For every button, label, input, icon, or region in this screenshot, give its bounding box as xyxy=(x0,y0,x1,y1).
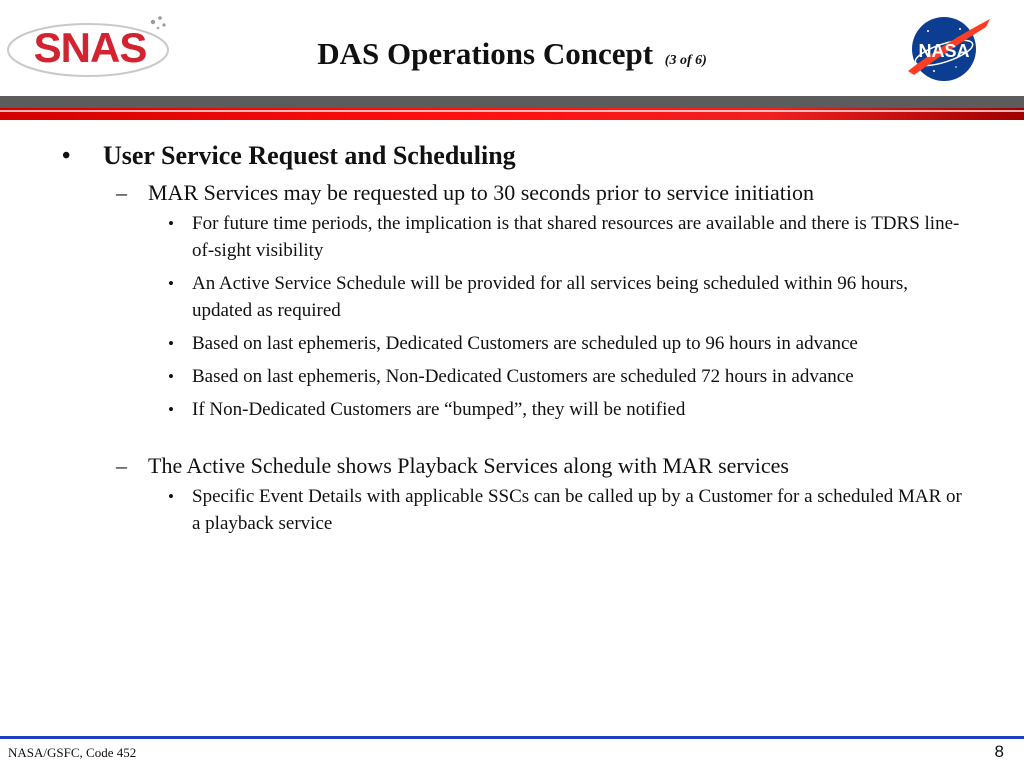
list-item xyxy=(0,270,1024,324)
nasa-logo-text: NASA xyxy=(918,41,970,61)
dash-marker: – xyxy=(116,180,127,205)
footer-divider xyxy=(0,736,1024,739)
list-item xyxy=(0,483,1024,537)
header-divider-gray xyxy=(0,96,1024,108)
footer-org-label: NASA/GSFC, Code 452 xyxy=(8,745,137,760)
bullet-dot: • xyxy=(168,487,174,506)
page-title-sub: (3 of 6) xyxy=(664,53,707,68)
nasa-logo xyxy=(904,13,994,85)
list-item-text: For future time periods, the implication is that shared resources are available and there is TDRS line-of-sight visibility xyxy=(192,213,960,261)
section2-list xyxy=(0,483,1024,537)
header-divider-highlight xyxy=(0,110,1024,112)
bullet-level1-text: User Service Request and Scheduling xyxy=(103,141,516,170)
list-item-text: Based on last ephemeris, Dedicated Customers are scheduled up to 96 hours in advance xyxy=(192,333,858,354)
dash-marker: – xyxy=(116,453,127,478)
list-item xyxy=(0,330,1024,357)
bullet-dot: • xyxy=(168,334,174,353)
subheading-mar-services xyxy=(0,176,1024,210)
list-item-text: Based on last ephemeris, Non-Dedicated Customers are scheduled 72 hours in advance xyxy=(192,366,854,387)
subheading-text: The Active Schedule shows Playback Services along with MAR services xyxy=(148,453,789,478)
page-title xyxy=(0,34,1024,81)
slide-body xyxy=(0,136,1024,543)
subheading-text: MAR Services may be requested up to 30 seconds prior to service initiation xyxy=(148,180,814,205)
bullet-dot: • xyxy=(168,400,174,419)
bullet-dot: • xyxy=(168,214,174,233)
list-item-text: If Non-Dedicated Customers are “bumped”, they will be notified xyxy=(192,399,686,420)
list-item xyxy=(0,396,1024,423)
spacer xyxy=(0,429,1024,449)
list-item xyxy=(0,363,1024,390)
bullet-dot: • xyxy=(168,367,174,386)
slide-header xyxy=(0,0,1024,96)
bullet-level1 xyxy=(0,136,1024,176)
list-item-text: Specific Event Details with applicable SSCs can be called up by a Customer for a scheduled MAR or a playback service xyxy=(192,486,962,534)
list-item-text: An Active Service Schedule will be provided for all services being scheduled within 96 hours, updated as required xyxy=(192,273,909,321)
page-title-main: DAS Operations Concept xyxy=(317,36,654,71)
bullet-dot: • xyxy=(168,274,174,293)
subheading-active-schedule xyxy=(0,449,1024,483)
page-number: 8 xyxy=(994,742,1004,761)
snas-logo-text: SNAS xyxy=(33,24,147,71)
section1-list xyxy=(0,210,1024,423)
list-item xyxy=(0,210,1024,264)
bullet-dot: • xyxy=(62,143,71,169)
